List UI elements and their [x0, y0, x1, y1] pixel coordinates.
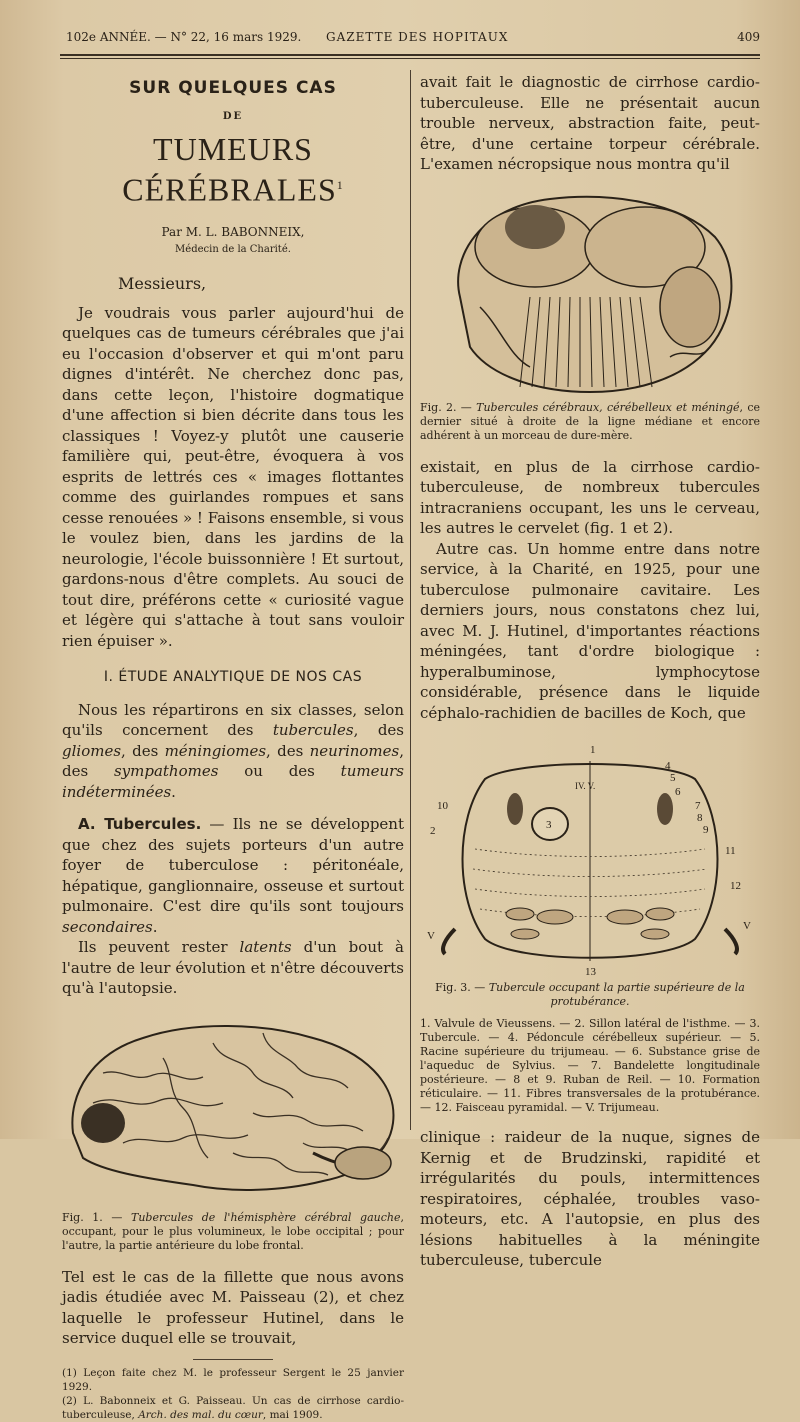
paragraph-latents: Ils peuvent rester latents d'un bout à l'autre de leur évolution et n'être découverts qu'à l'autopsie.	[62, 938, 404, 998]
figure-1-brain-illustration	[63, 1013, 403, 1203]
article-title	[62, 131, 404, 208]
fig3-label-1: 1	[590, 744, 596, 756]
affiliation: Médecin de la Charité.	[175, 243, 291, 255]
section-heading: I. ÉTUDE ANALYTIQUE DE NOS CAS	[103, 669, 363, 686]
fig3-label-12: 12	[730, 880, 741, 892]
fig3-label-6: 6	[675, 786, 681, 798]
fig3-label-11: 11	[725, 845, 736, 857]
right-column	[420, 72, 760, 1271]
paragraph-continued: avait fait le diagnostic de cirrhose cardio-tuberculeuse. Elle ne présentait aucun trouble nerveux, abstraction faite, peut-être, d'une certaine torpeur cérébrale. L'examen nécropsique nous montra qu'il	[420, 73, 760, 173]
paragraph-tubercules: A. Tubercules. — Ils ne se développent que chez des sujets porteurs d'un autre foyer de tuberculose : péritonéale, hépatique, ganglionnaire, osseuse et surtout pulmonaire. C'est dire qu'ils sont toujours secondaires.	[62, 815, 404, 936]
issue-info: 102e ANNÉE. — N° 22, 16 mars 1929.	[66, 30, 302, 44]
fig3-label-2: 2	[430, 825, 436, 837]
footnote-2: (2) L. Babonneix et G. Paisseau. Un cas de cirrhose cardio-tuberculeuse, Arch. des mal. du cœur, mai 1909.	[62, 1394, 404, 1421]
fig3-label-v-left: V	[427, 930, 435, 942]
figure-3-protuberance-diagram	[425, 739, 755, 979]
article-kicker: SUR QUELQUES CAS	[129, 78, 337, 98]
subsection-heading: A. Tubercules.	[78, 815, 202, 834]
figure-2-caption: Fig. 2. — Tubercules cérébraux, cérébelleux et méningé, ce dernier situé à droite de la ligne médiane et encore adhérent à un morceau de dure-mère.	[420, 400, 760, 442]
fig3-label-v-right: V	[743, 920, 751, 932]
column-divider	[410, 70, 411, 1130]
running-header	[60, 30, 760, 50]
figure-1-caption: Fig. 1. — Tubercules de l'hémisphère cérébral gauche, occupant, pour le plus volumineux, le lobe occipital ; pour l'autre, la partie antérieure du lobe frontal.	[62, 1210, 404, 1252]
figure-2-brain-illustration	[440, 187, 740, 397]
footnote-rule	[193, 1359, 273, 1360]
fig3-label-9: 9	[703, 824, 709, 836]
salutation: Messieurs,	[118, 274, 207, 294]
page-number: 409	[737, 30, 760, 44]
fig3-label-8: 8	[697, 812, 703, 824]
fig3-label-7: 7	[695, 800, 701, 812]
paragraph-autre-cas: Autre cas. Un homme entre dans notre service, à la Charité, en 1925, pour une tuberculose pulmonaire cavitaire. Les derniers jours, nous constatons chez lui, avec M. J. Hutinel, d'importantes réactions méningées, tant d'ordre biologique : hyperalbuminose, lymphocytose considérable, présence dans le liquide céphalo-rachidien de bacilles de Koch, que	[420, 539, 760, 722]
fig3-label-5: 5	[670, 772, 676, 784]
header-rule	[60, 54, 760, 56]
figure-3-legend: 1. Valvule de Vieussens. — 2. Sillon latéral de l'isthme. — 3. Tubercule. — 4. Pédoncule cérébelleux supérieur. — 5. Racine supérieure du trijumeau. — 6. Substance grise de l'aqueduc de Sylvius. — 7. Bandelette longitudinale postérieure. — 8 et 9. Ruban de Reil. — 10. Formation réticulaire. — 11. Fibres transversales de la protubérance. — 12. Faisceau pyramidal. — V. Trijumeau.	[420, 1017, 760, 1114]
paragraph-fillette: Tel est le cas de la fillette que nous avons jadis étudiée avec M. Paisseau (2), et chez laquelle le professeur Hutinel, dans le service duquel elle se trouvait,	[62, 1267, 404, 1348]
left-column	[62, 72, 404, 1422]
fig3-label-13: 13	[585, 966, 596, 978]
paragraph-classes: Nous les répartirons en six classes, selon qu'ils concernent des tubercules, des gliomes, des méningiomes, des neurinomes, des sympathomes ou des tumeurs indéterminées.	[62, 700, 405, 801]
paragraph-tubercules-intracraniens: existait, en plus de la cirrhose cardio-tuberculeuse, de nombreux tubercules intracraniens occupant, les uns le cerveau, les autres le cervelet (fig. 1 et 2).	[420, 457, 760, 537]
fig3-label-10: 10	[437, 800, 448, 812]
fig3-label-3: 3	[546, 819, 552, 831]
paragraph-clinique: clinique : raideur de la nuque, signes de Kernig et de Brudzinski, rapidité et irrégularités du pouls, intermittences respiratoires, céphalée, troubles vaso-moteurs, etc. A l'autopsie, en plus des lésions habituelles à la méningite tuberculeuse, tubercule	[420, 1128, 760, 1269]
journal-title: GAZETTE DES HOPITAUX	[326, 30, 509, 44]
fig3-label-ventricle: IV. V.	[575, 781, 596, 791]
byline: Par M. L. BABONNEIX,	[161, 224, 305, 239]
title-footnote-ref: 1	[336, 178, 344, 192]
title-text: TUMEURS CÉRÉBRALES	[122, 131, 337, 208]
article-de: DE	[222, 110, 244, 122]
figure-3-caption: Fig. 3. — Tubercule occupant la partie supérieure de la protubérance.	[435, 981, 745, 1008]
fig3-label-4: 4	[665, 760, 671, 772]
header-rule-thin	[60, 58, 760, 59]
footnote-1: (1) Leçon faite chez M. le professeur Sergent le 25 janvier 1929.	[62, 1366, 404, 1393]
paragraph-intro: Je voudrais vous parler aujourd'hui de quelques cas de tumeurs cérébrales que j'ai eu l'occasion d'observer et qui m'ont paru dignes d'intérêt. Ne cherchez donc pas, dans cette leçon, l'histoire dogmatique d'une affection si bien décrite dans tous les classiques ! Voyez-y plutôt une causerie familière qui, peut-être, évoquera à vos esprits de lettrés ces « images flottantes comme des guirlandes rompues et sans cesse renouées » ! Faisons ensemble, si vous le voulez bien, dans les jardins de la neurologie, l'école buissonnière ! Et surtout, gardons-nous d'être complets. Au souci de tout dire, préférons cette « curiosité vague et légère qui s'attache à tout sans vouloir rien épuiser ».	[62, 303, 404, 650]
